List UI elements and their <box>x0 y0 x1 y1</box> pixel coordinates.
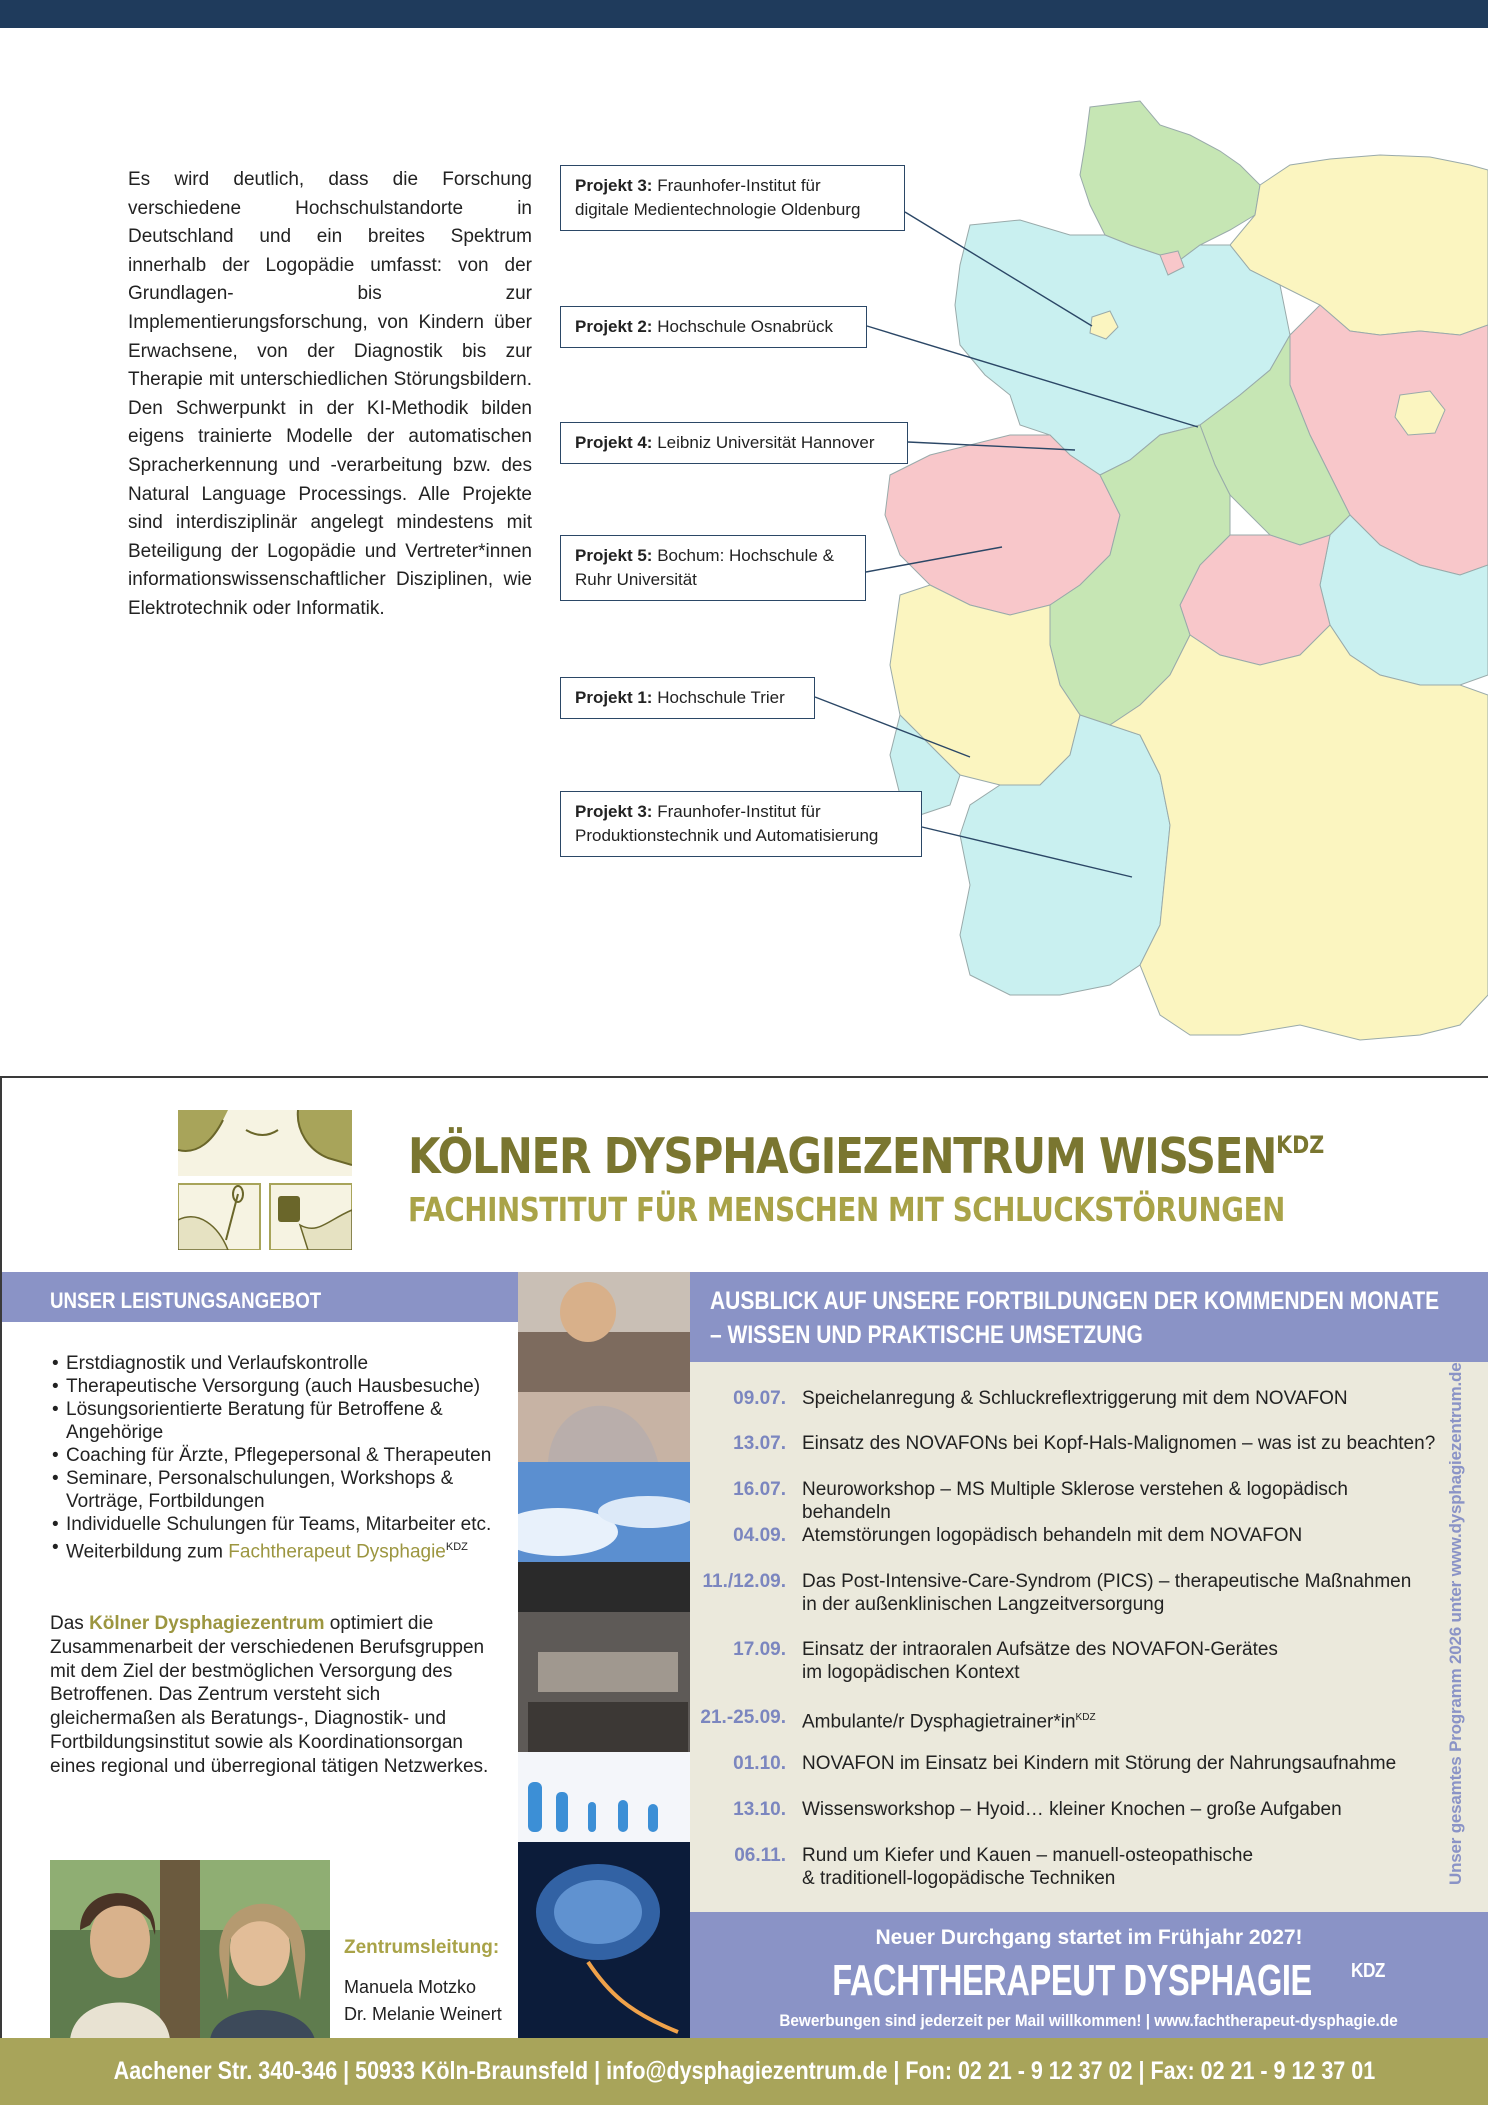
course-title: Einsatz der intraoralen Aufsätze des NOVAFON-Gerätes im logopädischen Kontext <box>802 1639 1278 1683</box>
course-date: 11./12.09. <box>702 1571 786 1592</box>
article-intro-text: Es wird deutlich, dass die Forschung verschiedene Hochschulstandorte in Deutschland und ein breites Spektrum innerhalb der Logopädie umfasst: von der Grundlagen- bis zur Implementierungsforschung, von Kindern über Erwachsene, von der Diagnostik bis zur Therapie mit unterschiedlichen Störungsbildern. Den Schwerpunkt in der KI-Methodik bilden eigens trainierte Modelle der automatischen Spracherkennung und -verarbeitung bzw. des Natural Language Processings. Alle Projekte sind interdisziplinär angelegt mindestens mit Beteiligung der Logopädie und Vertreter*innen informationswissenschaftlicher Disziplinen, wie Elektrotechnik oder Informatik. <box>128 169 532 619</box>
project-box-3: Projekt 4: Leibniz Universität Hannover <box>560 422 908 464</box>
courses-heading: AUSBLICK AUF UNSERE FORTBILDUNGEN DER KOMMENDEN MONATE – WISSEN UND PRAKTISCHE UMSETZUNG <box>690 1272 1488 1362</box>
project-box-1: Projekt 3: Fraunhofer-Institut für digitale Medientechnologie Oldenburg <box>560 165 905 231</box>
service-item: • Seminare, Personalschulungen, Workshops & Vorträge, Fortbildungen <box>50 1467 500 1513</box>
course-date: 04.09. <box>733 1525 786 1546</box>
course-date: 21.-25.09. <box>700 1707 786 1728</box>
banner-application-note[interactable]: Bewerbungen sind jederzeit per Mail willkommen! | www.fachtherapeut-dysphagie.de <box>779 2011 1399 2030</box>
banner-announcement: Neuer Durchgang startet im Frühjahr 2027! <box>875 1926 1303 1949</box>
course-title: Neuroworkshop – MS Multiple Sklerose verstehen & logopädisch behandeln <box>802 1479 1348 1523</box>
fachtherapeut-banner <box>690 1912 1488 2038</box>
kdz-logo <box>178 1110 352 1250</box>
service-item: • Therapeutische Versorgung (auch Hausbesuche) <box>50 1375 500 1398</box>
course-date: 06.11. <box>734 1845 786 1866</box>
course-title: Das Post-Intensive-Care-Syndrom (PICS) – therapeutische Maßnahmen in der außenklinischen Langzeitversorgung <box>802 1571 1412 1615</box>
center-description: Das Kölner Dysphagiezentrum optimiert die Zusammenarbeit der verschiedenen Berufsgruppen mit dem Ziel der bestmöglichen Versorgung des Betroffenen. Das Zentrum versteht sich gleichermaßen als Beratungs-, Diagnostik- und Fortbildungsinstitut sowie als Koordinationsorgan eines regional und überregional tätigen Netzwerkes. <box>50 1613 489 1777</box>
course-date: 16.07. <box>733 1479 786 1500</box>
leader-name: Dr. Melanie Weinert <box>344 2004 502 2024</box>
course-title: Speichelanregung & Schluckreflextriggerung mit dem NOVAFON <box>802 1388 1348 1409</box>
course-title: Ambulante/r $Dysphagietrainer*in^{KDZ}$ <box>802 1711 1096 1733</box>
leader-name: Manuela Motzko <box>344 1977 477 1997</box>
course-title: Atemstörungen logopädisch behandeln mit dem NOVAFON <box>802 1525 1303 1546</box>
program-link-vertical[interactable]: Unser gesamtes Programm 2026 unter www.dysphagiezentrum.de <box>1446 1362 1465 1885</box>
section-divider <box>0 1076 1488 1078</box>
leadership-label: Zentrumsleitung: <box>344 1937 500 1958</box>
course-title: NOVAFON im Einsatz bei Kindern mit Störung der Nahrungsaufnahme <box>802 1753 1397 1774</box>
top-bar <box>0 0 1488 28</box>
flyer-frame-left <box>0 1076 2 2038</box>
course-date: 09.07. <box>733 1388 786 1409</box>
banner-title: FACHTHERAPEUT DYSPHAGIE $^{KDZ}$ <box>832 1956 1385 2005</box>
service-item: • Individuelle Schulungen für Teams, Mitarbeiter etc. <box>50 1513 500 1536</box>
course-date: 13.10. <box>733 1799 786 1820</box>
service-item: • Weiterbildung zum Fachtherapeut Dysphagie$^{KDZ}$ <box>50 1536 500 1563</box>
project-box-4: Projekt 5: Bochum: Hochschule & Ruhr Universität <box>560 535 866 601</box>
services-heading: UNSER LEISTUNGSANGEBOT <box>2 1272 518 1322</box>
course-title: Einsatz des NOVAFONs bei Kopf-Hals-Malignomen – was ist zu beachten? <box>802 1433 1436 1454</box>
course-date: 13.07. <box>733 1433 786 1454</box>
project-box-6: Projekt 3: Fraunhofer-Institut für Produktionstechnik und Automatisierung <box>560 791 922 857</box>
services-list <box>50 1352 500 1563</box>
service-item: • Lösungsorientierte Beratung für Betroffene & Angehörige <box>50 1398 500 1444</box>
flyer-subtitle: FACHINSTITUT FÜR MENSCHEN MIT SCHLUCKSTÖRUNGEN <box>408 1190 1285 1229</box>
service-item: • Erstdiagnostik und Verlaufskontrolle <box>50 1352 500 1375</box>
service-item: • Coaching für Ärzte, Pflegepersonal & Therapeuten <box>50 1444 500 1467</box>
project-box-5: Projekt 1: Hochschule Trier <box>560 677 815 719</box>
course-title: Rund um Kiefer und Kauen – manuell-osteopathische & traditionell-logopädische Techniken <box>802 1845 1254 1889</box>
photo-strip <box>518 1272 690 2038</box>
germany-states-map <box>860 95 1488 1055</box>
course-date: 17.09. <box>733 1639 786 1660</box>
project-box-2: Projekt 2: Hochschule Osnabrück <box>560 306 867 348</box>
course-date: 01.10. <box>733 1753 786 1774</box>
course-title: Wissensworkshop – Hyoid… kleiner Knochen – große Aufgaben <box>802 1799 1342 1820</box>
leadership-photo <box>50 1860 330 2040</box>
contact-footer: Aachener Str. 340-346 | 50933 Köln-Braunsfeld | info@dysphagiezentrum.de | Fon: 02 21 - 9 12 37 02 | Fax: 02 21 - 9 12 37 01 <box>0 2038 1488 2105</box>
flyer-title: KÖLNER DYSPHAGIEZENTRUM $WISSEN^{KDZ}$ <box>408 1128 1325 1185</box>
